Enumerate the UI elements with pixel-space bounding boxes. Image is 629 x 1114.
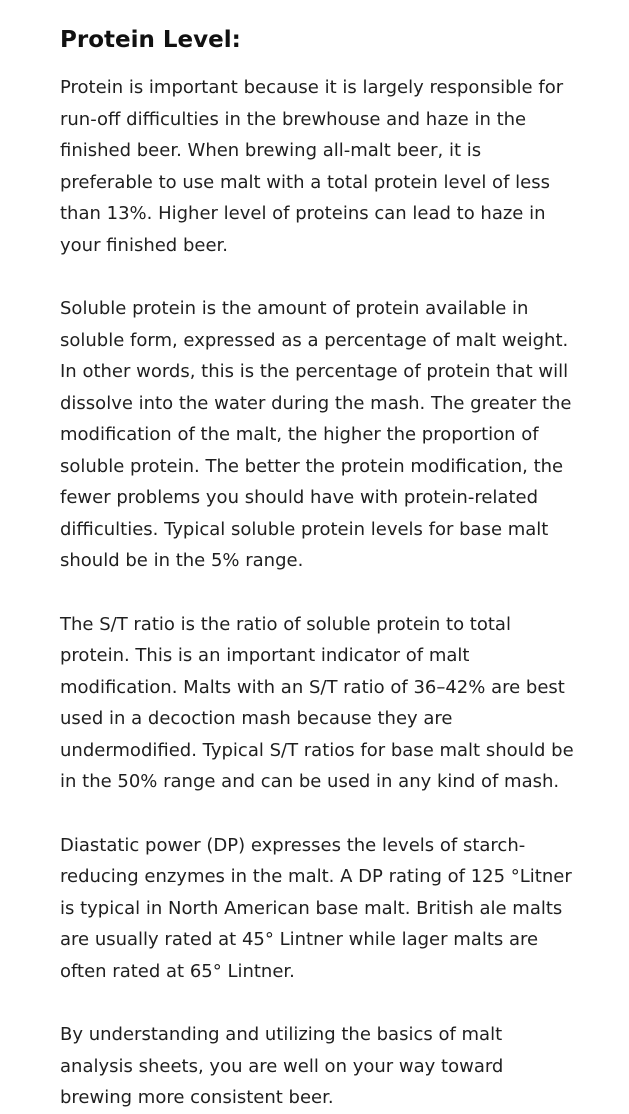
paragraph-soluble-protein: Soluble protein is the amount of protein available in soluble form, expressed as a percentage of malt weight. In other words, this is the percentage of protein that will dissolve into the water during the mash. The greater the modification of the malt, the higher the proportion of soluble protein. The better the protein modification, the fewer problems you should have with protein-related difficulties. Typical soluble protein levels for base malt should be in the 5% range. xyxy=(60,298,572,571)
section-heading: Protein Level: xyxy=(60,27,241,53)
paragraph-st-ratio: The S/T ratio is the ratio of soluble protein to total protein. This is an important indicator of malt modification. Malts with an S/T ratio of 36–42% are best used in a decoction mash because they are undermodified. Typical S/T ratios for base malt should be in the 50% range and can be used in any kind of mash. xyxy=(60,613,574,792)
paragraph-conclusion: By understanding and utilizing the basics of malt analysis sheets, you are well on your way toward brewing more consistent beer. xyxy=(60,1024,504,1108)
paragraph-diastatic-power: Diastatic power (DP) expresses the levels of starch-reducing enzymes in the malt. A DP rating of 125 °Litner is typical in North American base malt. British ale malts are usually rated at 45° Lintner while lager malts are often rated at 65° Lintner. xyxy=(60,834,572,982)
paragraph-protein: Protein is important because it is largely responsible for run-off difficulties in the brewhouse and haze in the finished beer. When brewing all-malt beer, it is preferable to use malt with a total protein level of less than 13%. Higher level of proteins can lead to haze in your finished beer. xyxy=(60,77,564,256)
